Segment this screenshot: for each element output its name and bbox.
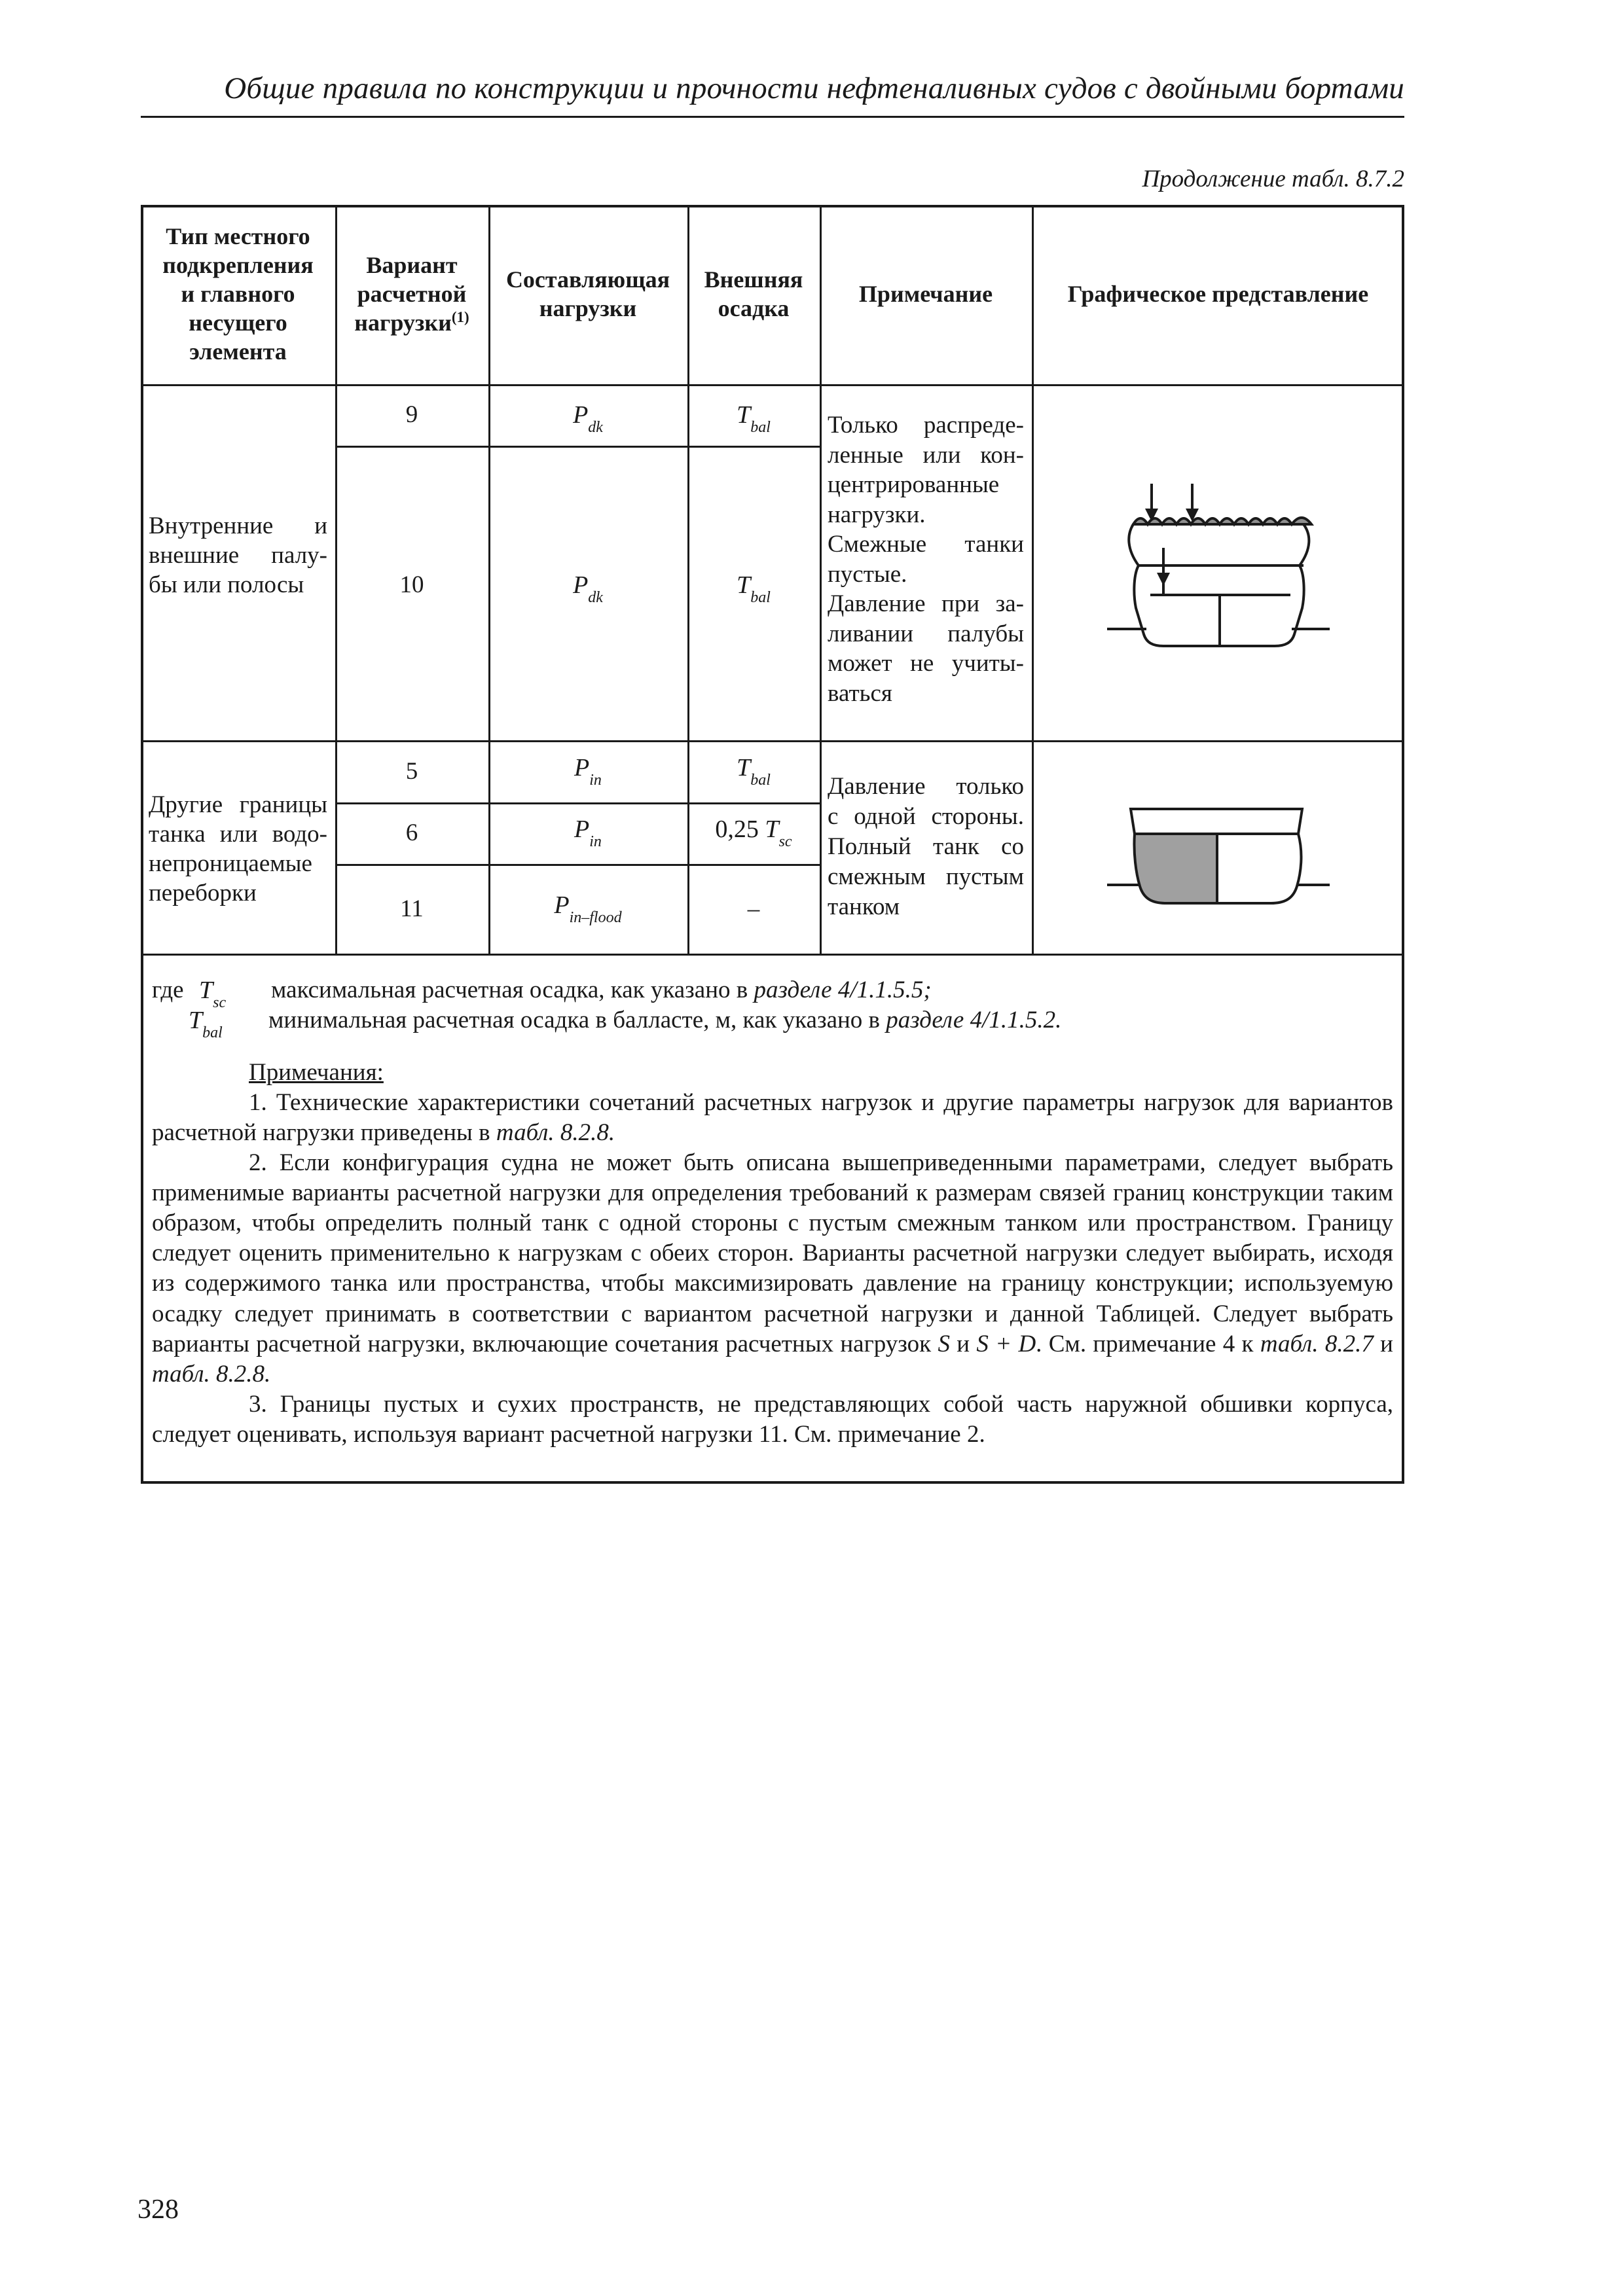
note-line: может не учиты- xyxy=(828,650,1024,677)
draught-factor: 0,25 xyxy=(715,816,759,844)
draught-cell xyxy=(687,802,820,864)
load-symbol: P xyxy=(574,816,590,844)
note-2-conjunction: и xyxy=(1373,1330,1393,1357)
header-load-case-line: нагрузки xyxy=(354,310,452,336)
load-component-cell xyxy=(488,864,687,954)
note-2-reference: табл. 8.2.7 xyxy=(1260,1330,1374,1357)
draught-symbol-subscript: bal xyxy=(750,419,771,436)
definition-symbol-subscript: bal xyxy=(202,1024,223,1041)
element-type-line: танка или водо- xyxy=(149,821,327,848)
load-case-cell: 9 xyxy=(405,401,418,428)
header-draught-line: Внешняя xyxy=(704,266,803,293)
note-2-symbol: S xyxy=(938,1330,950,1357)
load-symbol-subscript: in–flood xyxy=(569,908,622,926)
element-type-line: непроницаемые xyxy=(149,850,312,878)
full-tank-fill xyxy=(1134,834,1217,903)
header-load-component-line: нагрузки xyxy=(539,295,637,321)
note-1 xyxy=(152,1088,1393,1148)
table-body-bottom-rule xyxy=(141,954,1404,956)
hull-side xyxy=(1129,524,1309,565)
definition-reference: разделе 4/1.1.5.2. xyxy=(886,1007,1062,1033)
load-symbol-subscript: in xyxy=(589,833,602,851)
header-element-type xyxy=(141,205,335,384)
header-draught xyxy=(687,205,820,384)
load-case-cell: 11 xyxy=(400,895,424,922)
note-line: смежным пустым xyxy=(828,863,1024,890)
note-line: Полный танк со xyxy=(828,833,1024,860)
definition-text: минимальная расчетная осадка в балласте, м, как указано в xyxy=(268,1007,886,1033)
load-component-cell xyxy=(488,802,687,864)
definition-row xyxy=(152,1005,1393,1058)
full-tank-diagram-svg xyxy=(1107,768,1330,925)
definition-symbol-subscript: sc xyxy=(213,994,227,1011)
draught-cell xyxy=(687,740,820,802)
draught-cell: – xyxy=(747,895,760,922)
header-graphic: Графическое представление xyxy=(1067,281,1369,308)
draught-cell xyxy=(687,384,820,446)
pressure-arrow-head xyxy=(1157,573,1170,586)
load-component-cell xyxy=(488,740,687,802)
draught-symbol-subscript: sc xyxy=(778,833,792,851)
load-case-cell: 10 xyxy=(399,571,424,598)
definition-row xyxy=(152,975,1393,1011)
page-number: 328 xyxy=(137,2195,179,2225)
table-continuation-label: Продолжение табл. 8.7.2 xyxy=(1142,166,1404,192)
note-cell xyxy=(820,740,1032,954)
notes-title: Примечания: xyxy=(249,1059,384,1086)
header-load-component xyxy=(488,205,687,384)
header-draught-line: осадка xyxy=(718,295,790,321)
header-element-type-line: несущего xyxy=(189,309,287,336)
element-type-line: Другие границы xyxy=(149,791,327,818)
header-rule xyxy=(141,116,1404,118)
load-symbol: P xyxy=(573,571,589,599)
load-symbol-subscript: dk xyxy=(588,419,603,436)
element-type-line: внешние палу- xyxy=(149,542,327,569)
note-2-text-mid: . См. примечание 4 к xyxy=(1036,1330,1260,1357)
note-cell xyxy=(820,384,1032,740)
note-2-symbol: S + D xyxy=(976,1330,1036,1357)
load-symbol-subscript: in xyxy=(589,771,602,789)
deck-load-diagram-icon xyxy=(1032,384,1404,740)
element-type-cell xyxy=(141,384,335,740)
note-1-reference: табл. 8.2.8. xyxy=(496,1119,615,1147)
element-type-line: бы или полосы xyxy=(149,571,304,599)
element-type-line: переборки xyxy=(149,880,257,907)
definition-symbol: T xyxy=(199,977,213,1004)
note-line: Смежные танки xyxy=(828,531,1024,558)
note-2-conjunction: и xyxy=(949,1330,977,1357)
header-load-case-line: Вариант xyxy=(366,251,458,278)
draught-symbol-subscript: bal xyxy=(750,589,771,606)
note-line: пустые. xyxy=(828,560,907,588)
note-line: центрированные xyxy=(828,471,1000,498)
note-line: ленные или кон- xyxy=(828,441,1024,469)
note-2-reference: табл. 8.2.8. xyxy=(152,1360,271,1388)
note-line: танком xyxy=(828,893,900,920)
element-type-cell xyxy=(141,740,335,954)
element-type-line: Внутренние и xyxy=(149,512,327,539)
header-note: Примечание xyxy=(858,281,993,308)
header-element-type-line: Тип местного xyxy=(166,223,310,250)
note-line: ваться xyxy=(828,679,892,707)
footnote-marker: (1) xyxy=(451,309,469,326)
load-component-cell xyxy=(488,384,687,446)
note-line: нагрузки. xyxy=(828,501,926,528)
draught-cell xyxy=(687,446,820,740)
header-load-component-line: Составляющая xyxy=(505,266,670,293)
header-element-type-line: подкрепления xyxy=(162,252,314,279)
note-line: Давление при за- xyxy=(828,590,1024,617)
header-load-case-line: расчетной xyxy=(357,280,467,307)
load-case-cell: 6 xyxy=(405,819,418,847)
note-2 xyxy=(152,1148,1393,1390)
header-load-case xyxy=(335,205,488,384)
note-2-text: 2. Если конфигурация судна не может быть описана вышеприведенными параметрами, следует выбрать применимые варианты расчетной нагрузки для определения требований к размерам связей границ конструкции таким образом, чтобы определить полный танк с одной стороны с пустым смежным танком или пространством. Границу следует оценить применительно к нагрузкам с обеих сторон. Варианты расчетной нагрузки следует выбирать, исходя из содержимого танка или пространства, чтобы максимизировать давление на границу конструкции; используемую осадку следует принимать в соответствии с вариантом расчетной нагрузки и данной Таблицей. Следует выбрать варианты расчетной нагрузки, включающие сочетания расчетных нагрузок xyxy=(152,1149,1393,1357)
draught-symbol: T xyxy=(737,753,751,781)
definition-text: максимальная расчетная осадка, как указано в xyxy=(271,977,754,1003)
note-line: ливании палубы xyxy=(828,620,1024,647)
definition-symbol: T xyxy=(189,1007,203,1034)
load-symbol: P xyxy=(574,753,590,781)
load-symbol: P xyxy=(573,401,589,429)
deck-load-diagram-svg xyxy=(1107,457,1330,667)
definition-reference: разделе 4/1.1.5.5; xyxy=(754,977,932,1003)
header-element-type-line: и главного xyxy=(181,281,295,308)
note-line: с одной стороны. xyxy=(828,803,1024,830)
note-1-text: 1. Технические характеристики сочетаний расчетных нагрузок и другие параметры нагрузок для вариантов расчетной нагрузки приведены в xyxy=(152,1089,1393,1147)
draught-symbol-subscript: bal xyxy=(750,771,771,789)
where-label: где xyxy=(152,977,184,1003)
note-3: 3. Границы пустых и сухих пространств, не представляющих собой часть наружной обшивки корпуса, следует оценивать, используя вариант расчетной нагрузки 11. См. примечание 2. xyxy=(152,1390,1393,1448)
load-symbol-subscript: dk xyxy=(588,589,603,606)
header-element-type-line: элемента xyxy=(189,338,287,365)
full-tank-diagram-icon xyxy=(1032,740,1404,954)
note-line: Только распреде- xyxy=(828,412,1024,439)
load-case-cell: 5 xyxy=(405,757,418,785)
load-symbol: P xyxy=(554,891,570,919)
draught-symbol: T xyxy=(765,816,779,844)
note-line: Давление только xyxy=(828,773,1024,800)
load-component-cell xyxy=(488,446,687,740)
running-header: Общие правила по конструкции и прочности нефтеналивных судов с двойными бортами xyxy=(224,71,1404,105)
table-footnotes xyxy=(152,975,1393,1450)
draught-symbol: T xyxy=(737,571,751,599)
draught-symbol: T xyxy=(737,401,751,429)
